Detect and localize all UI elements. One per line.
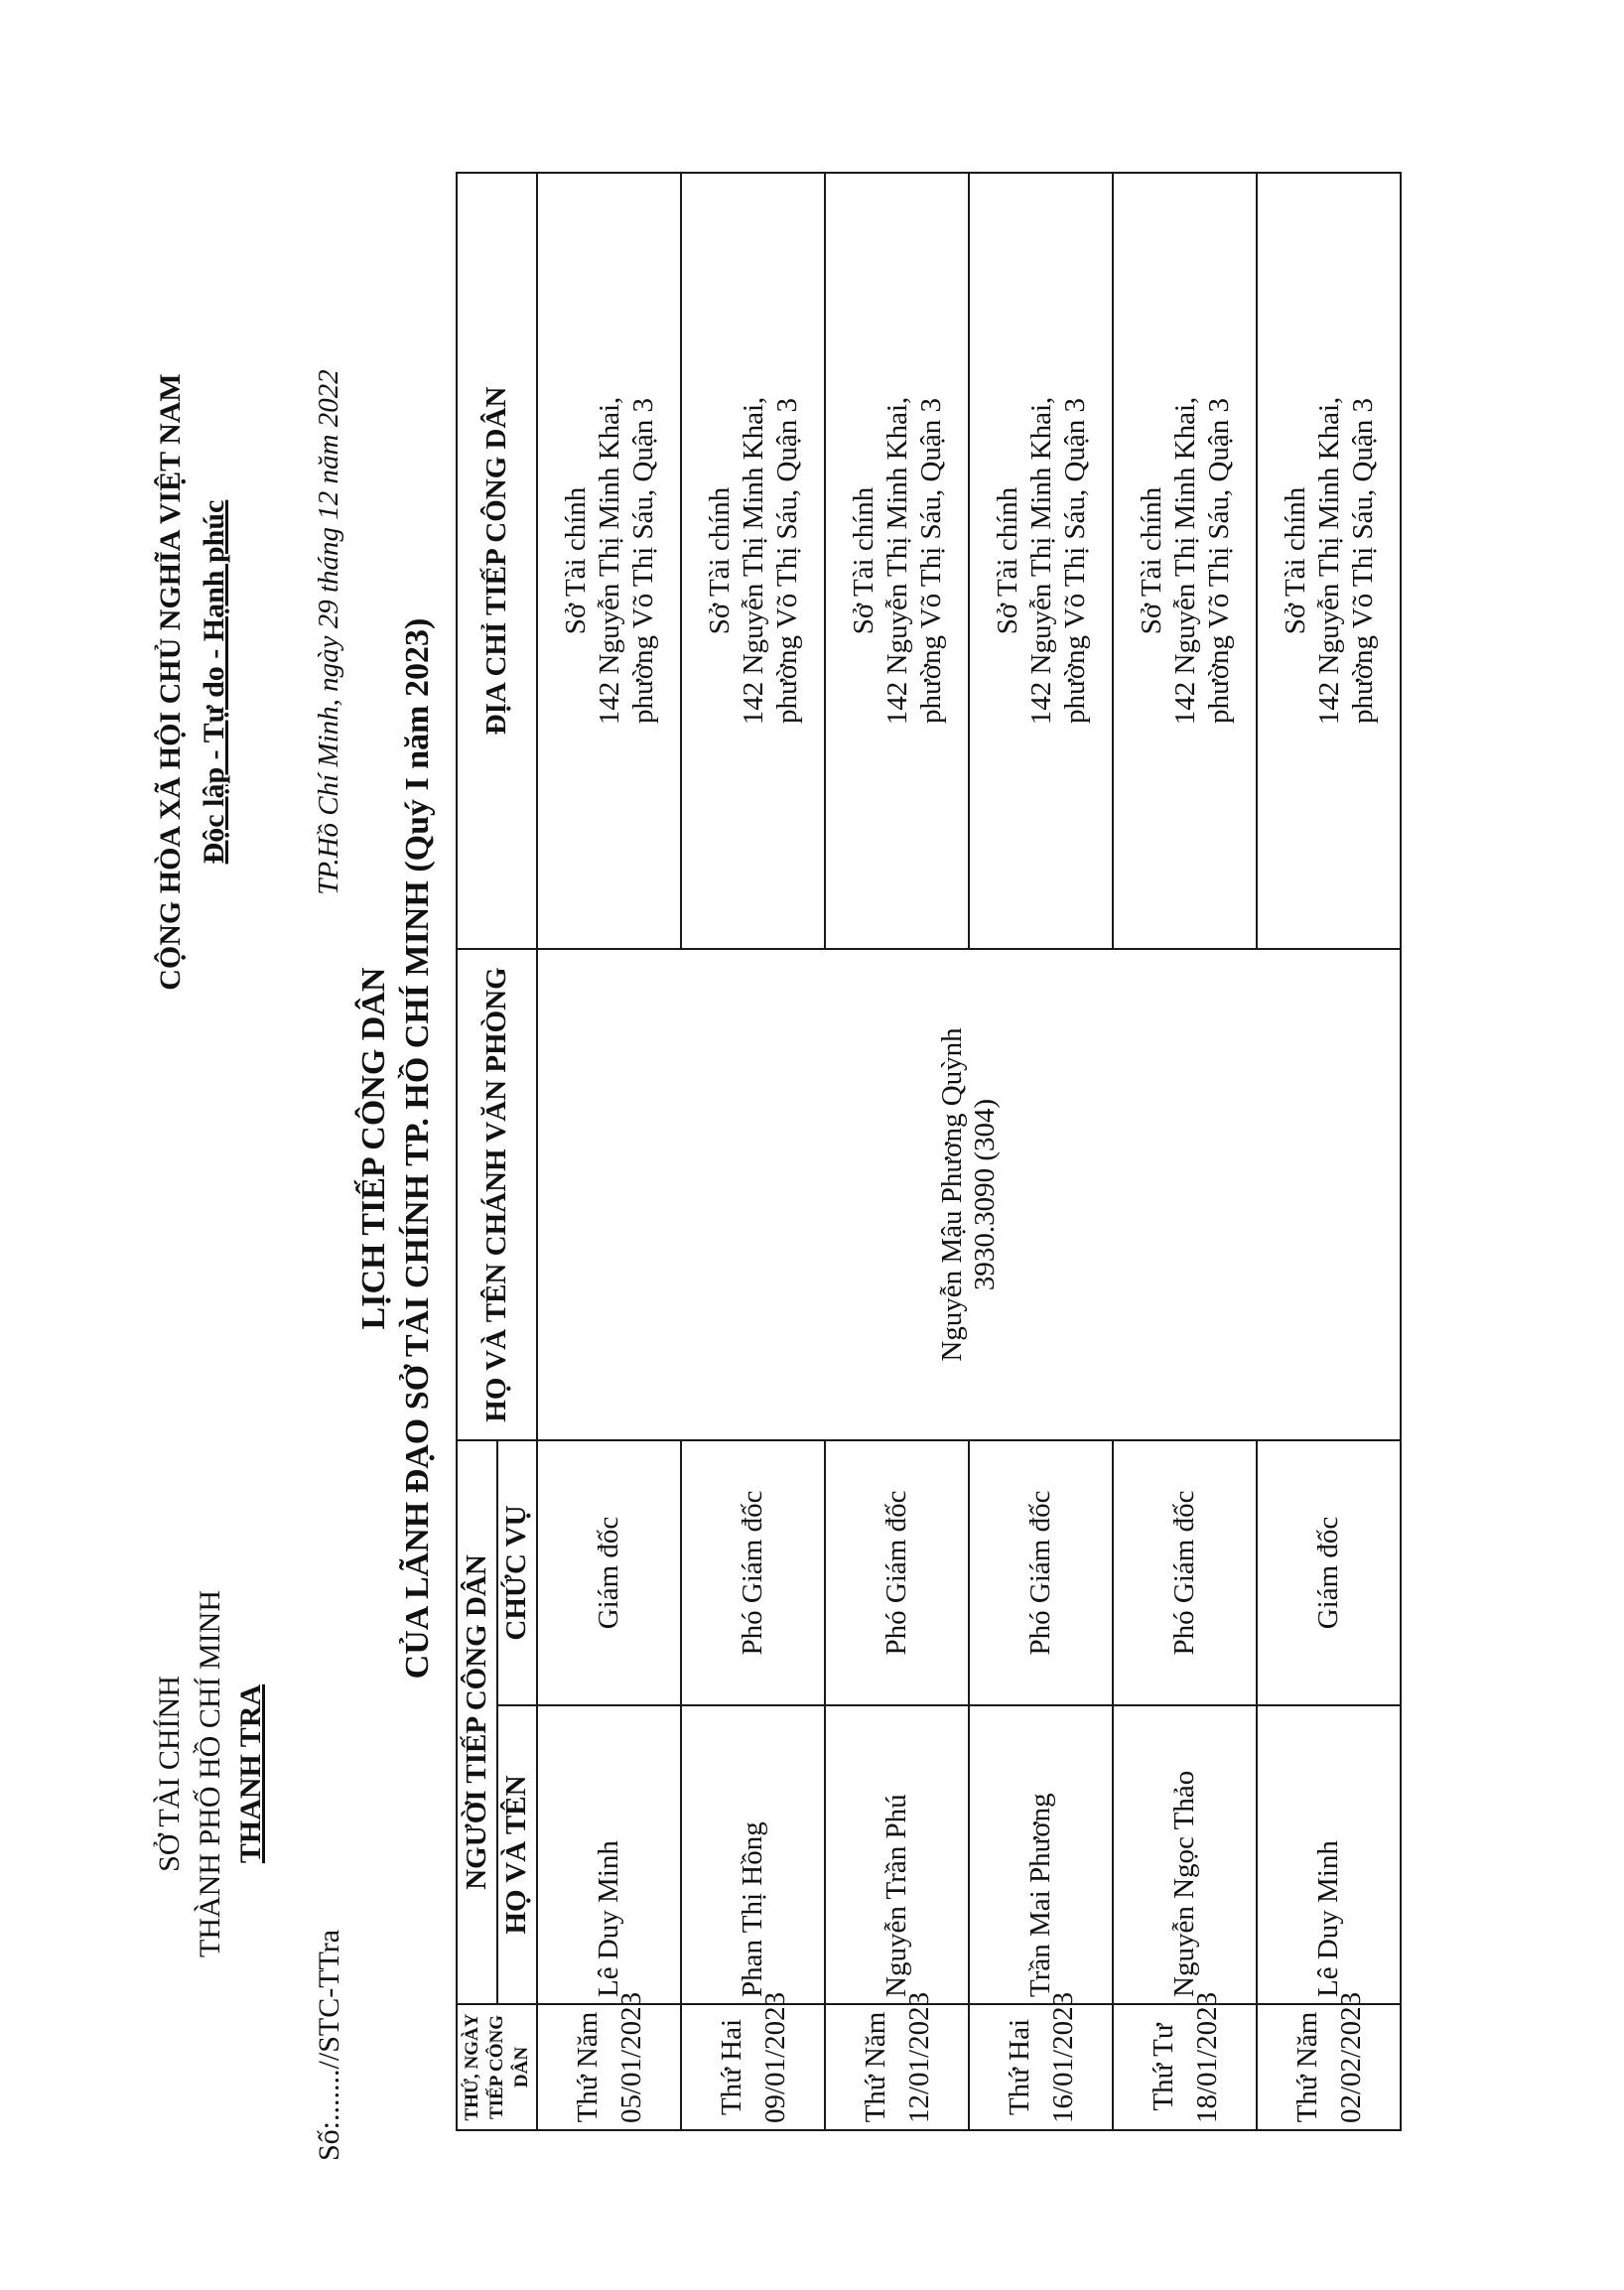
date-cell [1257,1991,1401,2130]
receiver-position: Phó Giám đốc [681,1440,825,1705]
date: 05/01/2023 [614,1991,647,2123]
address-line-2: 142 Nguyễn Thị Minh Khai, [1024,396,1057,726]
receiver-name: Trần Mai Phương [969,1705,1113,2004]
address-line-3: phường Võ Thị Sáu, Quận 3 [914,397,947,725]
header-chief: HỌ VÀ TÊN CHÁNH VĂN PHÒNG [457,949,537,1440]
receiver-name: Nguyễn Ngọc Thảo [1113,1705,1257,2004]
issue-date: TP.Hồ Chí Minh, ngày 29 tháng 12 năm 2022 [313,369,344,895]
weekday: Thứ Năm [859,2011,891,2123]
table-row [537,173,681,2130]
address-line-3: phường Võ Thị Sáu, Quận 3 [626,397,659,725]
address-cell [1113,173,1257,949]
chief-phone: 3930.3090 (304) [969,1098,1001,1291]
issuer-block [149,1377,271,2171]
weekday: Thứ Hai [1003,2018,1035,2116]
date: 02/02/2023 [1334,1991,1367,2123]
date-cell [681,1991,825,2130]
chief-cell [537,949,1401,1440]
address-line-2: 142 Nguyễn Thị Minh Khai, [1312,396,1345,726]
national-motto: Độc lập - Tự do - Hạnh phúc [198,499,230,865]
issuer-line-1: SỞ TÀI CHÍNH [153,1676,186,1872]
weekday: Thứ Năm [571,2011,604,2123]
chief-name: Nguyễn Mậu Phương Quỳnh [936,1027,968,1362]
document-number: Số:.......//STC-TTra [313,1929,345,2161]
receiver-name: Lê Duy Minh [1257,1705,1401,2004]
date: 12/01/2023 [902,1991,935,2123]
receiver-position: Phó Giám đốc [825,1440,969,1705]
document-title [352,166,440,2131]
address-line-3: phường Võ Thị Sáu, Quận 3 [1202,397,1235,725]
address-cell [825,173,969,949]
address-line-3: phường Võ Thị Sáu, Quận 3 [770,397,803,725]
date-cell [537,1991,681,2130]
issuer-line-2: THÀNH PHỐ HỒ CHÍ MINH [194,1590,226,1957]
weekday: Thứ Hai [715,2018,747,2116]
date: 09/01/2023 [758,1991,791,2123]
receiver-name: Nguyễn Trần Phú [825,1705,969,2004]
schedule-table [456,172,1402,2131]
national-header [149,146,236,1218]
header-name: HỌ VÀ TÊN [497,1705,538,2004]
issuer-unit: THANH TRA [234,1684,267,1864]
address-cell [537,173,681,949]
receiver-position: Phó Giám đốc [1113,1440,1257,1705]
address-line-2: 142 Nguyễn Thị Minh Khai, [880,396,913,726]
receiver-name: Phan Thị Hồng [681,1705,825,2004]
address-cell [1257,173,1401,949]
address-line-1: Sở Tài chính [847,486,880,635]
title-line-2: CỦA LÃNH ĐẠO SỞ TÀI CHÍNH TP. HỒ CHÍ MINH (Quý I năm 2023) [399,617,436,1680]
address-line-1: Sở Tài chính [559,486,592,635]
receiver-name: Lê Duy Minh [537,1705,681,2004]
address-cell [969,173,1113,949]
date: 18/01/2023 [1190,1991,1223,2123]
header-position: CHỨC VỤ [497,1440,538,1705]
address-line-3: phường Võ Thị Sáu, Quận 3 [1058,397,1091,725]
header-receiver-group: NGƯỜI TIẾP CÔNG DÂN [457,1440,497,2004]
address-line-1: Sở Tài chính [991,486,1023,635]
date: 16/01/2023 [1046,1991,1079,2123]
date-cell [825,1991,969,2130]
header-address: ĐỊA CHỈ TIẾP CÔNG DÂN [457,173,537,949]
title-line-1: LỊCH TIẾP CÔNG DÂN [355,967,392,1330]
weekday: Thứ Năm [1290,2011,1323,2123]
address-line-2: 142 Nguyễn Thị Minh Khai, [737,396,769,726]
header-row-1 [457,173,497,2130]
address-line-2: 142 Nguyễn Thị Minh Khai, [1168,396,1201,726]
date-cell [1113,1991,1257,2130]
receiver-position: Giám đốc [537,1440,681,1705]
header-date: THỨ, NGÀY TIẾP CÔNG DÂN [457,2004,537,2130]
address-cell [681,173,825,949]
weekday: Thứ Tư [1147,2023,1179,2111]
national-title: CỘNG HÒA XÃ HỘI CHỦ NGHĨA VIỆT NAM [154,373,187,991]
address-line-2: 142 Nguyễn Thị Minh Khai, [593,396,625,726]
date-cell [969,1991,1113,2130]
address-line-1: Sở Tài chính [703,486,736,635]
receiver-position: Giám đốc [1257,1440,1401,1705]
address-line-1: Sở Tài chính [1279,486,1311,635]
address-line-3: phường Võ Thị Sáu, Quận 3 [1346,397,1379,725]
address-line-1: Sở Tài chính [1135,486,1167,635]
receiver-position: Phó Giám đốc [969,1440,1113,1705]
